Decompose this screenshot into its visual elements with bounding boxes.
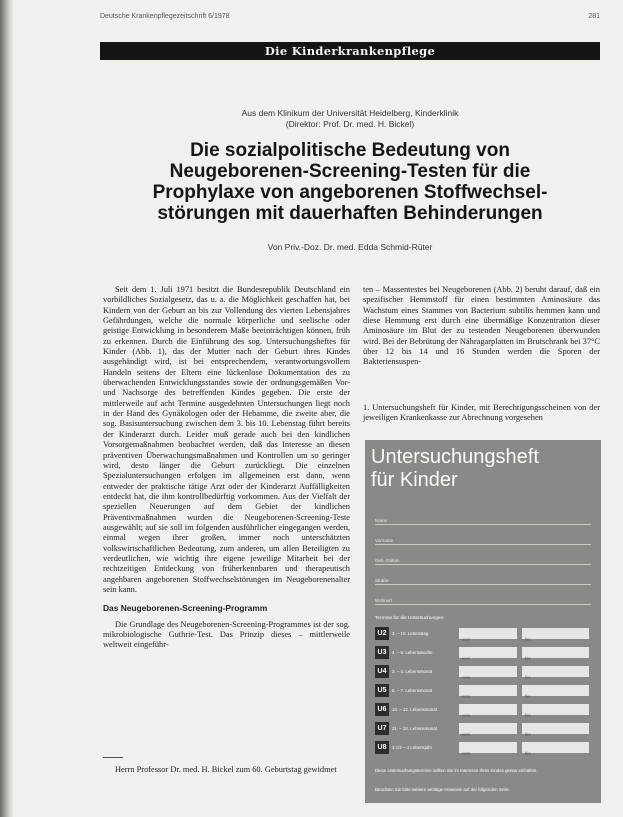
- exam-code: U6: [375, 703, 389, 716]
- director-line: (Direktor: Prof. Dr. med. H. Bickel): [285, 119, 415, 129]
- from-label: vom: [462, 694, 471, 699]
- exam-period: 3. – 4. Lebensmonat: [392, 669, 433, 674]
- booklet-dates-intro: Termine für die Untersuchungen:: [375, 616, 445, 621]
- exam-to-box: [522, 685, 589, 699]
- field-label: Name: [375, 518, 388, 523]
- footnote-text: Herrn Professor Dr. med. H. Bickel zum 60. Geburtstag gewidmet: [115, 765, 337, 774]
- exam-code: U8: [375, 741, 389, 754]
- from-label: vom: [462, 637, 471, 642]
- title-line-4: störungen mit dauerhaften Behinderungen: [157, 203, 543, 224]
- exam-row: [375, 627, 591, 640]
- exam-row: [375, 741, 591, 754]
- exam-to-box: [522, 647, 589, 661]
- exam-from-box: [459, 647, 517, 661]
- exam-row: [375, 722, 591, 735]
- from-label: vom: [462, 713, 471, 718]
- title-line-2: Neugeborenen-Screening-Testen für die: [169, 161, 531, 182]
- exam-period: 3. – 10. Lebenstag: [392, 631, 429, 636]
- from-label: vom: [462, 656, 471, 661]
- field-label: Wohnort: [375, 598, 392, 603]
- booklet-field-birthdate: [375, 548, 591, 565]
- exam-row: [375, 684, 591, 697]
- from-label: vom: [462, 732, 471, 737]
- footnote-rule: [103, 757, 123, 758]
- caption-text: 1. Untersuchungsheft für Kinder, mit Berechtigungsscheinen von der jeweiligen Krankenkasse zur Abrechnung vorgesehen: [363, 403, 600, 423]
- booklet-field-street: [375, 568, 591, 585]
- booklet-field-town: [375, 588, 591, 605]
- exam-code: U3: [375, 646, 389, 659]
- running-head: [100, 13, 600, 20]
- exam-period: 6. – 7. Lebensmonat: [392, 688, 433, 693]
- body-paragraph: ten – Massentestes bei Neugeborenen (Abb. 2) beruht darauf, daß ein spezifischer Hemmstoff für einen bestimmten Aminosäure das Wachstum eines Stammes von Bacterium subtilis hemmen kann und diese Hemmung erst durch eine übermäßige Konzentration dieser Aminosäure im Blut der zu testenden Neugeborenen überwunden wird. Bei der Bebrütung der Nähragarplatten im Brutschrank bei 37°C über 12 bis 14 und 16 Stunden werden die Sporen der Bakteriensuspen-: [363, 285, 600, 367]
- booklet-field-name: [375, 508, 591, 525]
- to-label: bis: [525, 656, 531, 661]
- exam-to-box: [522, 628, 589, 642]
- page-number: 281: [588, 13, 600, 20]
- exam-from-box: [459, 742, 517, 756]
- figure-caption: [363, 403, 600, 435]
- body-paragraph: Die Grundlage des Neugeborenen-Screening-Programmes ist der sog. mikrobiologische Guthrie-Test. Das Prinzip dieses – mittlerweile weltweit eingeführ-: [103, 619, 350, 650]
- exam-from-box: [459, 723, 517, 737]
- booklet-title: [371, 446, 539, 492]
- section-banner: Die Kinderkrankenpflege: [100, 42, 600, 60]
- exam-code: U5: [375, 684, 389, 697]
- to-label: bis: [525, 732, 531, 737]
- exam-code: U7: [375, 722, 389, 735]
- journal-name: Deutsche Krankenpflegezeitschrift 6/1978: [100, 13, 230, 20]
- author-byline: Von Priv.-Doz. Dr. med. Edda Schmid-Rüter: [267, 242, 433, 252]
- booklet-note: Diese Untersuchungstermine sollten Sie im Interesse Ihres Kindes genau einhalten.: [375, 768, 538, 773]
- exam-period: 10. – 12. Lebensmonat: [392, 707, 437, 712]
- to-label: bis: [525, 694, 531, 699]
- booklet-field-vorname: [375, 528, 591, 545]
- booklet-title-line-1: Untersuchungsheft: [371, 446, 539, 468]
- exam-period: 3 1/2 – 4 Lebensjahr: [392, 745, 433, 750]
- article-title: [100, 140, 600, 224]
- to-label: bis: [525, 751, 531, 756]
- exam-code: U4: [375, 665, 389, 678]
- to-label: bis: [525, 713, 531, 718]
- title-line-1: Die sozialpolitische Bedeutung von: [190, 140, 510, 161]
- exam-to-box: [522, 666, 589, 680]
- exam-row: [375, 703, 591, 716]
- title-line-3: Prophylaxe von angeborenen Stoffwechsel-: [152, 182, 548, 203]
- booklet-title-line-2: für Kinder: [371, 469, 458, 491]
- exam-from-box: [459, 685, 517, 699]
- from-label: vom: [462, 751, 471, 756]
- exam-row: [375, 646, 591, 659]
- body-paragraph: Seit dem 1. Juli 1971 besitzt die Bundesrepublik Deutschland ein vorbildliches Sozialgesetz, das u. a. die Möglichkeit geschaffen hat, bei Kindern von der Geburt an bis zur Vollendung des vierten Lebensjahres Gefährdungen, welche die normale körperliche und seelische oder geistige Entwicklung in besonderem Maße beeinträchtigen können, früh zu erkennen. Durch die Einführung des sog. Untersuchungsheftes für Kinder (Abb. 1), das der Mutter nach der Geburt ihres Kindes ausgehändigt wird, ist bei entsprechendem, verantwortungsvollem Handeln seitens der Eltern eine lückenlose Dokumentation des zu überwachenden Entwicklungsstandes sowie der ordnungsgemäßen Vor- und Nachsorge des betreffenden Kindes gegeben. Die erste der mittlerweile auf acht Termine ausgedehnten Untersuchungen liegt noch in der Hand des Gynäkologen oder der Hebamme, die zweite aber, die sog. Basisuntersuchung zwischen dem 3. bis 10. Lebenstag führt bereits der Kinderarzt durch. Leider muß gerade auch bei den kindlichen Vorsorgemaßnahmen beobachtet werden, daß das Interesse an diesen präventiven Überwachungsmaßnahmen und Kontrollen um so geringer wird, desto länger die Geburt zurückliegt. Die einzelnen Spezialuntersuchungen erfolgen im allgemeinen erst dann, wenn entweder der praktische tätige Arzt oder der Kinderarzt Auffälligkeiten entdeckt hat, die ihm kontrollbedürftig vorkommen. Aus der Vielfalt der speziellen Neuerungen auf dem Gebiet der kindlichen Präventivmaßnahmen wurden die Neugeborenen-Screening-Teste ausgewählt; auf sie soll im folgenden ausführlicher eingegangen werden, einmal wegen ihrer großen, immer noch unterschätzten volkswirtschaftlichen Bedeutung, zum anderen, um allen Beteiligten zu verdeutlichen, wie wichtig ihre eigene jeweilige Mitarbeit bei der rechtzeitigen Entdeckung von früherkennbaren und therapeutisch angehbaren angeborenen Stoffwechselstörungen im Neugeborenenalter sein kann.: [103, 285, 350, 594]
- exam-code: U2: [375, 627, 389, 640]
- exam-to-box: [522, 723, 589, 737]
- booklet-figure: [365, 440, 601, 803]
- to-label: bis: [525, 637, 531, 642]
- exam-row: [375, 665, 591, 678]
- exam-from-box: [459, 628, 517, 642]
- to-label: bis: [525, 675, 531, 680]
- footnote: [103, 765, 350, 775]
- exam-to-box: [522, 704, 589, 718]
- section-heading: Das Neugeborenen-Screening-Programm: [103, 603, 268, 614]
- exam-period: 4. – 6. Lebenswoche: [392, 650, 433, 655]
- booklet-note: Beachten Sie bitte weitere wichtige Hinweise auf der folgenden Seite.: [375, 787, 510, 792]
- page-edge-shadow: [0, 0, 14, 817]
- right-column-text: [363, 285, 600, 385]
- institution-affiliation: [100, 108, 600, 130]
- field-label: Straße: [375, 578, 389, 583]
- field-label: Geb.-Datum: [375, 558, 400, 563]
- from-label: vom: [462, 675, 471, 680]
- exam-to-box: [522, 742, 589, 756]
- field-label: Vorname: [375, 538, 394, 543]
- exam-from-box: [459, 666, 517, 680]
- exam-period: 21. – 24. Lebensmonat: [392, 726, 437, 731]
- exam-from-box: [459, 704, 517, 718]
- institution-line: Aus dem Klinikum der Universität Heidelberg, Kinderklinik: [241, 108, 459, 118]
- left-column: [103, 285, 350, 735]
